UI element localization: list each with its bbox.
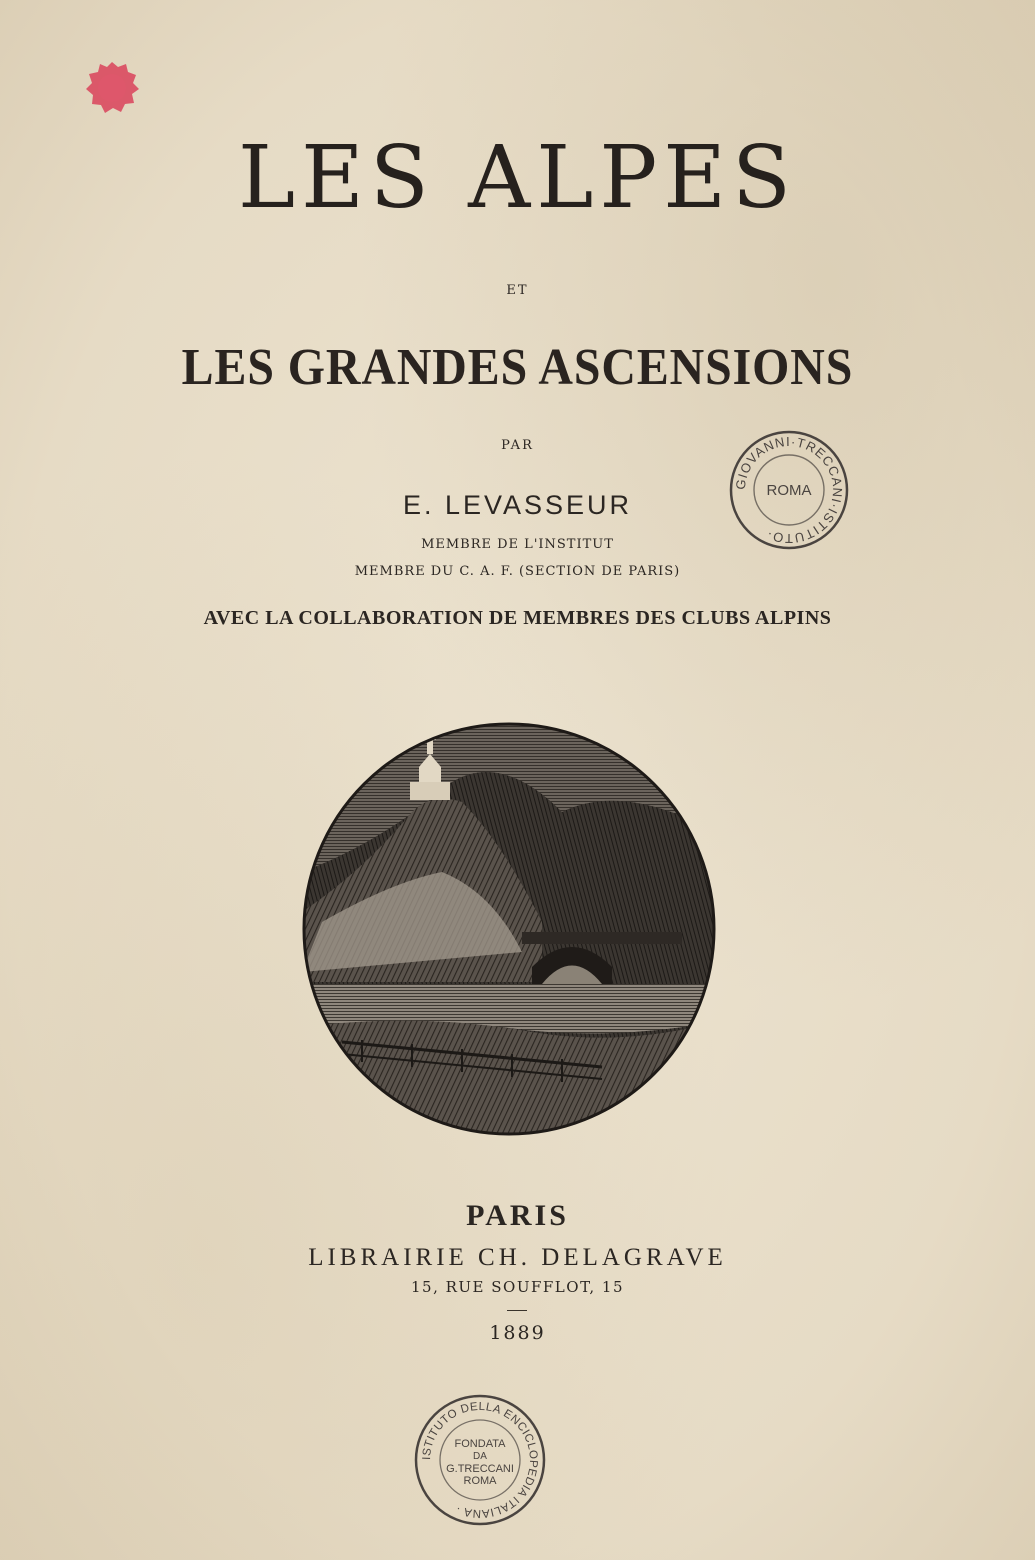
subtitle: LES GRANDES ASCENSIONS <box>181 339 854 396</box>
svg-text:ROMA: ROMA <box>463 1475 497 1487</box>
divider-rule <box>507 1310 527 1311</box>
svg-text:G.TRECCANI: G.TRECCANI <box>446 1463 514 1475</box>
main-title: LES ALPES <box>238 128 797 228</box>
by-label: PAR <box>501 438 534 453</box>
publication-year: 1889 <box>489 1322 546 1344</box>
svg-text:ROMA: ROMA <box>766 482 812 499</box>
alpine-landscape-engraving <box>302 722 716 1136</box>
svg-text:ISTITUTO DELLA ENCICLOPEDIA IT: ISTITUTO DELLA ENCICLOPEDIA ITALIANA · <box>420 1400 540 1520</box>
title-conjunction: ET <box>506 283 529 298</box>
publisher-name: LIBRAIRIE CH. DELAGRAVE <box>308 1244 727 1271</box>
svg-text:GIOVANNI·TRECCANI·ISTITUTO·: GIOVANNI·TRECCANI·ISTITUTO· <box>732 433 846 547</box>
red-library-stamp <box>82 58 142 116</box>
author-name: E. LEVASSEUR <box>402 490 633 520</box>
author-credit-2: MEMBRE DU C. A. F. (SECTION DE PARIS) <box>354 564 681 579</box>
svg-text:FONDATA: FONDATA <box>454 1438 506 1450</box>
publisher-address: 15, RUE SOUFFLOT, 15 <box>411 1278 624 1296</box>
author-credit-1: MEMBRE DE L'INSTITUT <box>421 537 614 552</box>
svg-text:DA: DA <box>473 1451 487 1462</box>
treccani-stamp-top <box>727 428 851 552</box>
collaboration-line: AVEC LA COLLABORATION DE MEMBRES DES CLUBS ALPINS <box>203 607 832 629</box>
treccani-stamp-bottom <box>412 1392 548 1528</box>
publication-city: PARIS <box>466 1199 569 1232</box>
